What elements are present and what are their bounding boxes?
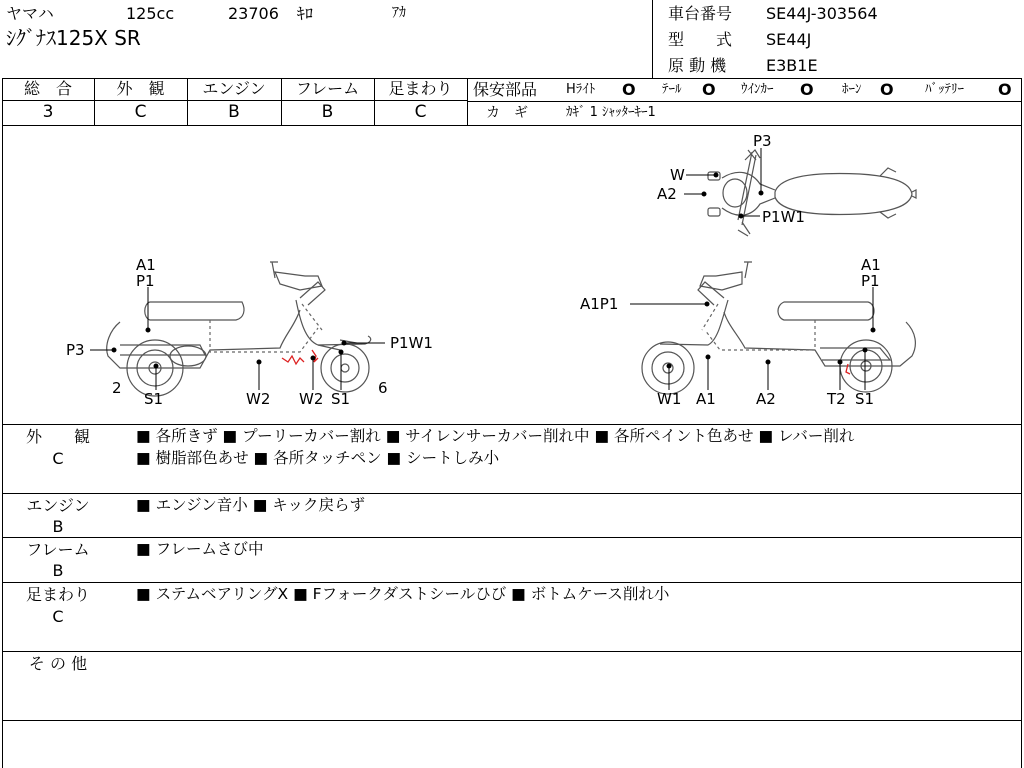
label-right-s1: S1 <box>855 390 875 408</box>
remark-line: ■ フレームさび中 <box>136 540 264 558</box>
label-left-p1: P1 <box>136 272 155 290</box>
label-left-w2b: W2 <box>299 390 324 408</box>
label-right-a1b: A1 <box>696 390 716 408</box>
model-name: ｼｸﾞﾅｽ125X SR <box>6 26 141 50</box>
frame-no: SE44J-303564 <box>766 4 878 23</box>
safety-headlight: Hﾗｲﾄ <box>566 82 596 97</box>
remark-label: エンジン <box>26 496 90 515</box>
label-right-p1: P1 <box>861 272 880 290</box>
remark-grade: C <box>52 607 64 626</box>
grade-value-frame: B <box>321 102 334 122</box>
grade-header-frame: フレーム <box>295 79 360 98</box>
label-left-2: 2 <box>112 379 122 397</box>
type-label: 型 式 <box>668 30 733 49</box>
remark-label: 外 観 <box>25 427 90 446</box>
remark-label: そ の 他 <box>28 654 88 673</box>
remark-line: ■ 樹脂部色あせ ■ 各所タッチペン ■ シートしみ小 <box>136 449 500 467</box>
label-top-p3: P3 <box>753 132 772 150</box>
grade-value-exterior: C <box>134 102 147 122</box>
grade-header-exterior: 外 観 <box>116 79 165 98</box>
safety-headlight-mark: O <box>622 80 636 99</box>
color: ｱｶ <box>392 5 406 21</box>
label-left-p1w1: P1W1 <box>390 334 433 352</box>
grade-header-total: 総 合 <box>23 79 72 98</box>
remark-line: ■ エンジン音小 ■ キック戻らず <box>136 496 365 514</box>
label-right-t2: T2 <box>827 390 846 408</box>
engine-value: E3B1E <box>766 56 818 75</box>
safety-tail: ﾃｰﾙ <box>662 82 682 97</box>
safety-tail-mark: O <box>702 80 716 99</box>
displacement: 125cc <box>126 4 175 23</box>
damage-marks <box>282 350 850 374</box>
label-top-a2: A2 <box>657 185 677 203</box>
grade-value-suspension: C <box>414 102 427 122</box>
mileage-unit: ｷﾛ <box>297 4 314 23</box>
grade-header-engine: エンジン <box>202 79 266 98</box>
label-left-w2a: W2 <box>246 390 271 408</box>
remark-grade: B <box>52 561 64 580</box>
remark-line: ■ ステムベアリングX ■ Fフォークダストシールひび ■ ボトムケース削れ小 <box>136 585 670 603</box>
grade-value-total: 3 <box>42 102 54 122</box>
label-right-w1: W1 <box>657 390 682 408</box>
remark-label: 足まわり <box>25 585 90 604</box>
frame-no-label: 車台番号 <box>668 4 733 23</box>
scooter-top-view <box>708 150 916 236</box>
label-left-s1b: S1 <box>331 390 351 408</box>
label-top-p1w1: P1W1 <box>762 208 805 226</box>
engine-label: 原 動 機 <box>668 56 727 75</box>
safety-winker: ｳｲﾝｶｰ <box>741 82 774 97</box>
safety-battery-mark: O <box>998 80 1012 99</box>
remark-grade: B <box>52 517 64 536</box>
grade-header-suspension: 足まわり <box>388 79 453 98</box>
remark-line: ■ 各所きず ■ プーリーカバー割れ ■ サイレンサーカバー削れ中 ■ 各所ペイント色あせ ■ レバー削れ <box>136 427 855 445</box>
maker: ヤマハ <box>6 4 54 23</box>
safety-horn-mark: O <box>880 80 894 99</box>
label-right-a2: A2 <box>756 390 776 408</box>
safety-battery: ﾊﾞｯﾃﾘｰ <box>925 82 964 97</box>
label-left-6: 6 <box>378 379 388 397</box>
key-label: カ ギ <box>486 105 528 121</box>
label-left-p3: P3 <box>66 341 85 359</box>
label-left-s1a: S1 <box>144 390 164 408</box>
mileage: 23706 <box>228 4 279 23</box>
type-value: SE44J <box>766 30 812 49</box>
label-right-a1p1: A1P1 <box>580 295 619 313</box>
remark-label: フレーム <box>26 540 90 559</box>
label-left-a1: A1 <box>136 256 156 274</box>
safety-horn: ﾎｰﾝ <box>842 82 862 97</box>
label-top-w: W <box>670 166 685 184</box>
safety-label: 保安部品 <box>473 80 538 99</box>
label-right-a1: A1 <box>861 256 881 274</box>
grade-value-engine: B <box>228 102 240 122</box>
remark-grade: C <box>52 449 64 468</box>
key-value: ｶｷﾞ 1 ｼｬｯﾀｰｷｰ1 <box>566 105 656 120</box>
safety-winker-mark: O <box>800 80 814 99</box>
